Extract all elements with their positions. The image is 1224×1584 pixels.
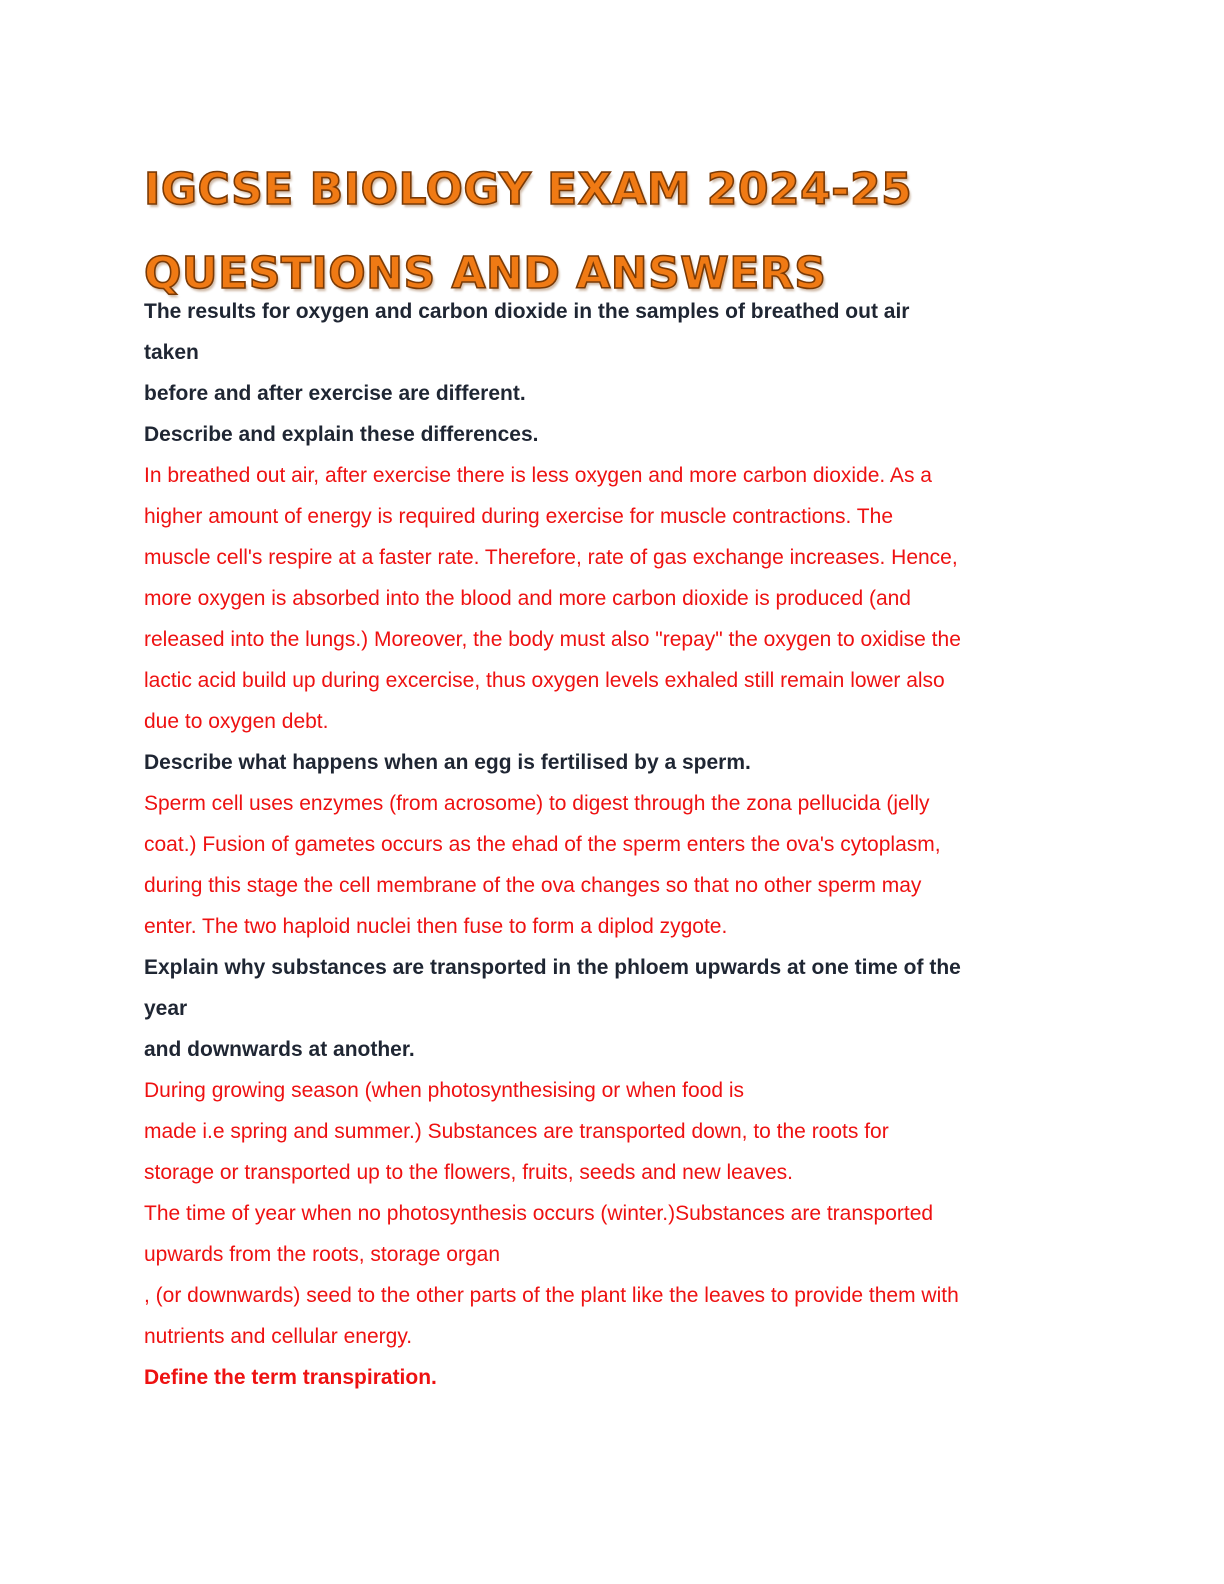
question-text: Explain why substances are transported in the phloem upwards at one time of the <box>144 956 961 979</box>
question-1 <box>144 291 1084 455</box>
answer-text: , (or downwards) seed to the other parts of the plant like the leaves to provide them with <box>144 1284 959 1307</box>
question-text: Define the term transpiration. <box>144 1366 437 1389</box>
question-text: Describe what happens when an egg is fertilised by a sperm. <box>144 751 751 774</box>
question-text: The results for oxygen and carbon dioxide in the samples of breathed out air <box>144 300 910 323</box>
answer-text: muscle cell's respire at a faster rate. Therefore, rate of gas exchange increases. Hence, <box>144 546 958 569</box>
answer-text: In breathed out air, after exercise there is less oxygen and more carbon dioxide. As a <box>144 464 932 487</box>
question-text: and downwards at another. <box>144 1038 415 1061</box>
answer-3 <box>144 1070 1084 1357</box>
answer-text: coat.) Fusion of gametes occurs as the ehad of the sperm enters the ova's cytoplasm, <box>144 833 941 856</box>
answer-1 <box>144 455 1084 742</box>
answer-text: during this stage the cell membrane of the ova changes so that no other sperm may <box>144 874 922 897</box>
answer-text: The time of year when no photosynthesis occurs (winter.)Substances are transported <box>144 1202 934 1225</box>
document-body <box>144 291 1084 1398</box>
question-text: taken <box>144 341 199 364</box>
answer-text: more oxygen is absorbed into the blood and more carbon dioxide is produced (and <box>144 587 911 610</box>
answer-text: nutrients and cellular energy. <box>144 1325 413 1348</box>
answer-2 <box>144 783 1084 947</box>
question-2 <box>144 742 1084 783</box>
answer-text: storage or transported up to the flowers, fruits, seeds and new leaves. <box>144 1161 794 1184</box>
answer-text: released into the lungs.) Moreover, the body must also "repay" the oxygen to oxidise the <box>144 628 961 651</box>
title-line-1: IGCSE BIOLOGY EXAM 2024-25 <box>144 164 913 215</box>
question-text: before and after exercise are different. <box>144 382 526 405</box>
question-text: year <box>144 997 188 1020</box>
question-text: Describe and explain these differences. <box>144 423 539 446</box>
answer-text: due to oxygen debt. <box>144 710 329 733</box>
answer-text: made i.e spring and summer.) Substances are transported down, to the roots for <box>144 1120 889 1143</box>
answer-text: Sperm cell uses enzymes (from acrosome) to digest through the zona pellucida (jelly <box>144 792 930 815</box>
title-line-2: QUESTIONS AND ANSWERS <box>144 248 827 299</box>
answer-text: During growing season (when photosynthesising or when food is <box>144 1079 745 1102</box>
answer-text: enter. The two haploid nuclei then fuse to form a diplod zygote. <box>144 915 728 938</box>
answer-text: upwards from the roots, storage organ <box>144 1243 501 1266</box>
question-4 <box>144 1357 1084 1398</box>
answer-text: lactic acid build up during excercise, thus oxygen levels exhaled still remain lower also <box>144 669 945 692</box>
question-3 <box>144 947 1084 1070</box>
answer-text: higher amount of energy is required during exercise for muscle contractions. The <box>144 505 893 528</box>
